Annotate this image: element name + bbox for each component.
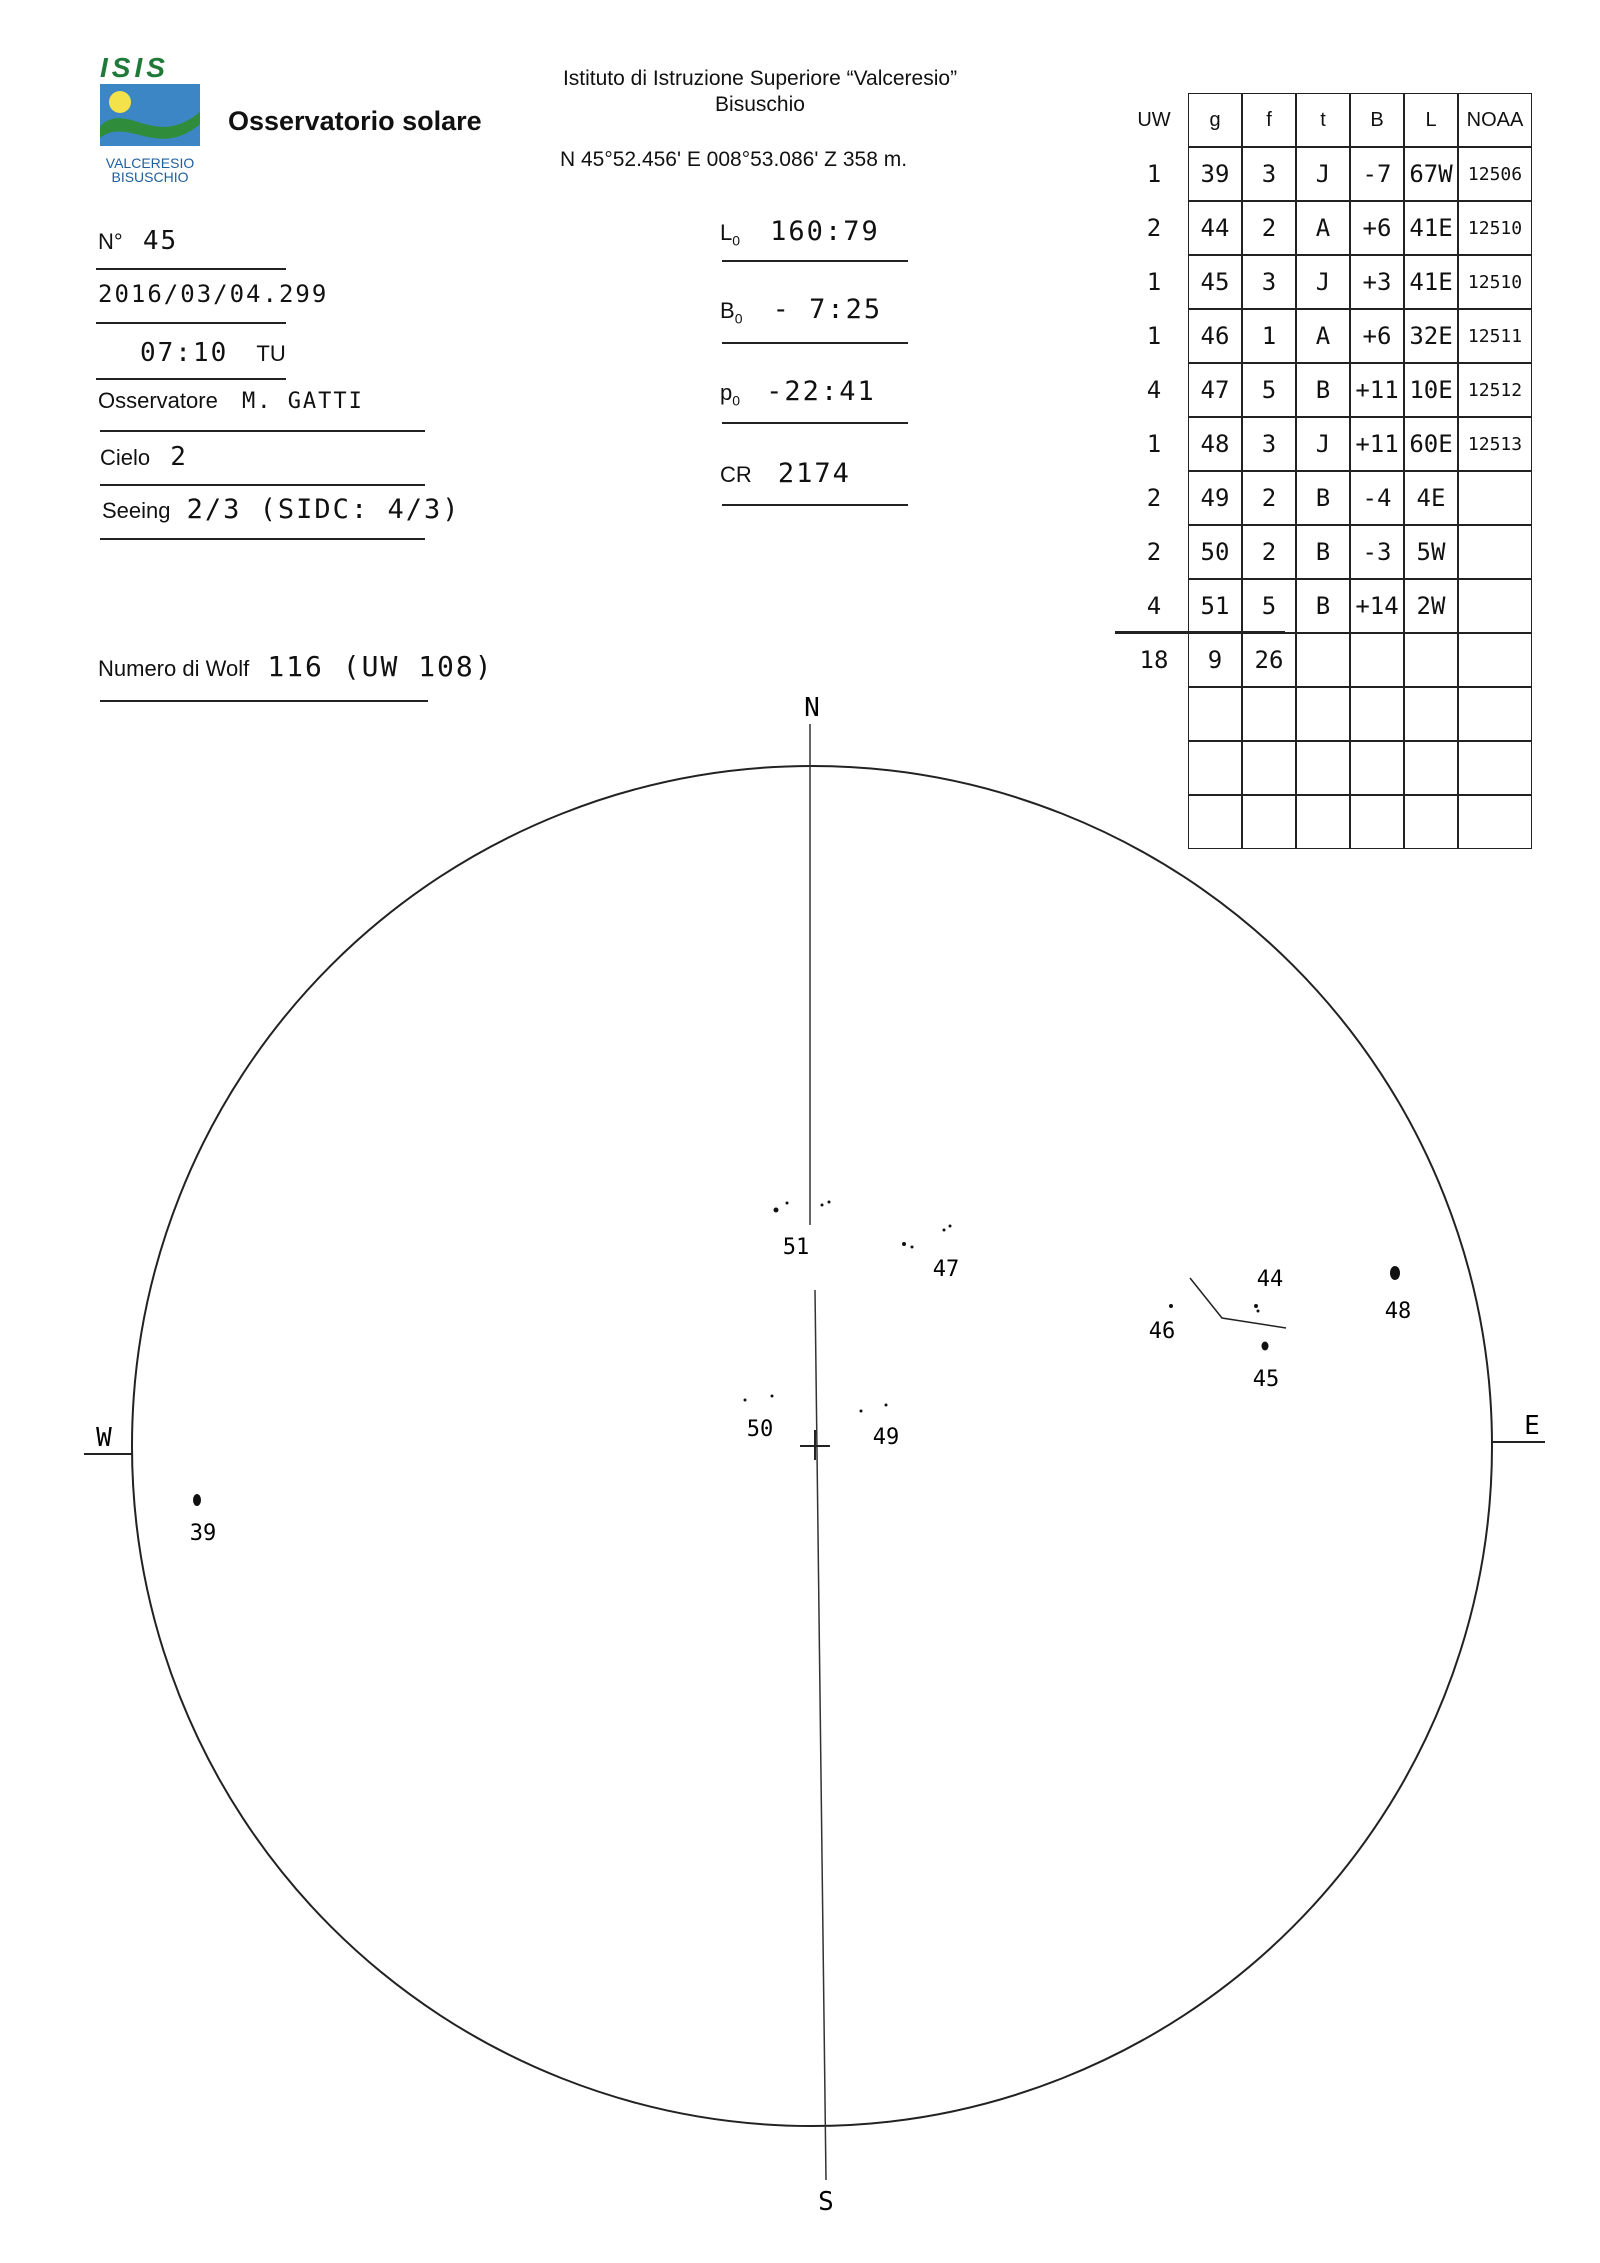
- CR-label: CR: [720, 462, 752, 487]
- record-time-value: 07:10: [140, 338, 229, 368]
- sunspot-group-50: [744, 1395, 774, 1443]
- record-number-value: 45: [142, 226, 179, 256]
- north-label: N: [804, 693, 820, 723]
- observatory-title: Osservatorio solare: [228, 106, 482, 136]
- group-label-46: 46: [1148, 1319, 1176, 1344]
- table-cell-uw: 2: [1146, 484, 1162, 512]
- P0-label: $p_0$: [720, 380, 741, 409]
- table-cell-noaa: 12511: [1458, 309, 1532, 363]
- table-cell-l: 41E: [1404, 255, 1458, 309]
- sky-label: Cielo: [100, 445, 151, 470]
- table-cell-t: B: [1296, 525, 1350, 579]
- seeing-value: 2/3 (SIDC: 4/3): [186, 494, 461, 525]
- P0-value: -22:41: [766, 376, 876, 407]
- table-cell-g: 48: [1188, 417, 1242, 471]
- table-header-b: B: [1350, 93, 1404, 147]
- west-label: W: [96, 1423, 112, 1453]
- table-cell-b: +3: [1350, 255, 1404, 309]
- sunspot-group-39: [190, 1494, 217, 1546]
- group-label-44: 44: [1256, 1267, 1284, 1292]
- sky-value: 2: [170, 442, 188, 472]
- table-cell-noaa: 12510: [1458, 201, 1532, 255]
- table-cell-f: 5: [1242, 579, 1296, 633]
- table-cell-uw: 1: [1146, 430, 1162, 458]
- table-header-t: t: [1296, 93, 1350, 147]
- table-cell-uw: 4: [1146, 376, 1162, 404]
- logo-caption-line2: BISUSCHIO: [111, 169, 189, 185]
- table-cell-g: 44: [1188, 201, 1242, 255]
- table-cell-b: +6: [1350, 201, 1404, 255]
- table-cell-noaa: 12513: [1458, 417, 1532, 471]
- table-cell-b: -3: [1350, 525, 1404, 579]
- south-axis-line: [815, 1290, 826, 2180]
- table-cell-f: 3: [1242, 417, 1296, 471]
- table-header-noaa: NOAA: [1458, 93, 1532, 147]
- table-cell-uw: 2: [1146, 538, 1162, 566]
- table-cell-l: 32E: [1404, 309, 1458, 363]
- table-cell-f: 3: [1242, 255, 1296, 309]
- table-header-l: L: [1404, 93, 1458, 147]
- table-cell-g: 51: [1188, 579, 1242, 633]
- record-number-label: N°: [98, 229, 123, 254]
- wolf-number-value: 116 (UW 108): [267, 650, 494, 683]
- table-cell-b: -7: [1350, 147, 1404, 201]
- institute-town: Bisuschio: [715, 93, 805, 116]
- table-cell-t: J: [1296, 147, 1350, 201]
- table-cell-t: B: [1296, 471, 1350, 525]
- table-cell-g: 45: [1188, 255, 1242, 309]
- group-label-49: 49: [872, 1425, 900, 1450]
- table-header-uw: UW: [1137, 108, 1171, 131]
- sunspot-group-51: [774, 1201, 831, 1261]
- group-label-48: 48: [1384, 1299, 1412, 1324]
- table-cell-noaa: 12510: [1458, 255, 1532, 309]
- L0-value: 160:79: [770, 216, 880, 247]
- sunspot-group-44: [1254, 1267, 1283, 1313]
- table-cell-b: +6: [1350, 309, 1404, 363]
- table-cell-l: 60E: [1404, 417, 1458, 471]
- table-cell-uw: 1: [1146, 268, 1162, 296]
- table-cell-f: 5: [1242, 363, 1296, 417]
- table-cell-noaa: 12512: [1458, 363, 1532, 417]
- table-cell-uw: 1: [1146, 322, 1162, 350]
- table-cell-noaa: 12506: [1458, 147, 1532, 201]
- L0-label: $L_0$: [720, 220, 741, 249]
- table-cell-l: 4E: [1404, 471, 1458, 525]
- table-cell-t: J: [1296, 255, 1350, 309]
- table-total-f: 26: [1242, 633, 1296, 687]
- table-cell-t: B: [1296, 579, 1350, 633]
- table-cell-g: 39: [1188, 147, 1242, 201]
- table-total-uw: 18: [1139, 646, 1169, 674]
- CR-value: 2174: [777, 458, 851, 489]
- observer-value: M. GATTI: [241, 389, 364, 414]
- sunspot-group-48: [1385, 1266, 1412, 1324]
- table-cell-g: 47: [1188, 363, 1242, 417]
- institute-name: Istituto di Istruzione Superiore “Valceresio”: [562, 67, 958, 90]
- table-cell-b: -4: [1350, 471, 1404, 525]
- table-cell-b: +14: [1350, 579, 1404, 633]
- table-cell-l: 67W: [1404, 147, 1458, 201]
- table-cell-l: 41E: [1404, 201, 1458, 255]
- table-cell-f: 1: [1242, 309, 1296, 363]
- table-cell-f: 2: [1242, 525, 1296, 579]
- table-cell-t: A: [1296, 309, 1350, 363]
- table-cell-b: +11: [1350, 363, 1404, 417]
- table-header-g: g: [1188, 93, 1242, 147]
- group-label-45: 45: [1252, 1367, 1280, 1392]
- table-cell-l: 10E: [1404, 363, 1458, 417]
- observer-label: Osservatore: [98, 388, 218, 413]
- table-cell-uw: 4: [1146, 592, 1162, 620]
- table-cell-g: 49: [1188, 471, 1242, 525]
- group-label-47: 47: [932, 1257, 960, 1282]
- B0-label: $B_0$: [720, 298, 743, 327]
- table-cell-uw: 1: [1146, 160, 1162, 188]
- table-cell-g: 50: [1188, 525, 1242, 579]
- table-header-f: f: [1242, 93, 1296, 147]
- group-label-50: 50: [746, 1417, 774, 1442]
- B0-value: - 7:25: [772, 294, 883, 325]
- table-cell-l: 5W: [1404, 525, 1458, 579]
- table-cell-g: 46: [1188, 309, 1242, 363]
- record-time-unit: TU: [256, 341, 286, 366]
- wolf-number-label: Numero di Wolf: [98, 656, 250, 681]
- east-label: E: [1524, 1411, 1540, 1441]
- table-cell-f: 2: [1242, 201, 1296, 255]
- table-cell-b: +11: [1350, 417, 1404, 471]
- sunspot-group-47: [902, 1225, 959, 1283]
- record-date-value: 2016/03/04.299: [98, 280, 329, 308]
- seeing-label: Seeing: [102, 498, 171, 523]
- table-cell-uw: 2: [1146, 214, 1162, 242]
- observatory-location: N 45°52.456' E 008°53.086' Z 358 m.: [560, 148, 908, 171]
- group-label-51: 51: [782, 1235, 810, 1260]
- table-total-g: 9: [1188, 633, 1242, 687]
- sunspot-group-46: [1149, 1304, 1176, 1344]
- table-cell-t: A: [1296, 201, 1350, 255]
- table-cell-l: 2W: [1404, 579, 1458, 633]
- logo-text: ISIS: [100, 52, 169, 83]
- group-label-39: 39: [189, 1521, 217, 1546]
- table-cell-t: J: [1296, 417, 1350, 471]
- logo-caption-line1: VALCERESIO: [105, 155, 195, 171]
- sunspot-group-49: [860, 1404, 900, 1451]
- table-cell-f: 2: [1242, 471, 1296, 525]
- table-cell-t: B: [1296, 363, 1350, 417]
- south-label: S: [818, 2187, 834, 2217]
- sunspot-group-45: [1253, 1342, 1280, 1393]
- table-cell-f: 3: [1242, 147, 1296, 201]
